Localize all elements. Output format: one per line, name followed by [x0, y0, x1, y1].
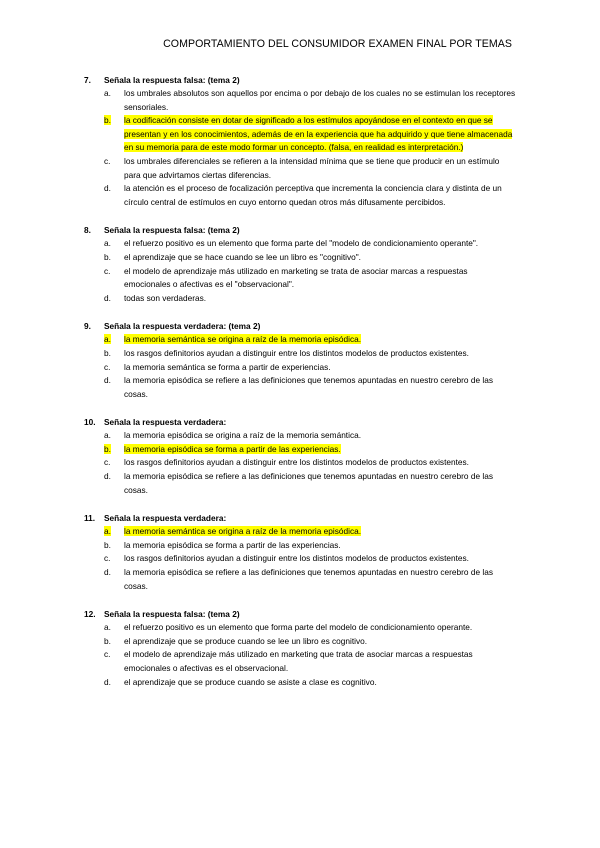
option-letter-text: c. [104, 265, 111, 276]
answer-option [84, 374, 516, 401]
option-letter-text: a. [104, 334, 111, 345]
option-letter [84, 621, 124, 635]
option-text-content: el aprendizaje que se produce cuando se asiste a clase es cognitivo. [124, 676, 377, 687]
option-letter [84, 648, 124, 675]
option-text [124, 114, 516, 155]
option-text [124, 155, 516, 182]
answer-option [84, 456, 516, 470]
answer-option-highlighted [84, 333, 516, 347]
option-letter [84, 155, 124, 182]
option-letter [84, 265, 124, 292]
option-letter-text: d. [104, 676, 111, 687]
answer-option [84, 648, 516, 675]
option-letter-text: a. [104, 622, 111, 633]
option-text-content: el modelo de aprendizaje más utilizado en marketing se trata de asociar marcas a respuestas emocionales o afectivas es el "observacional". [124, 265, 468, 290]
option-letter [84, 114, 124, 155]
option-letter-text: d. [104, 183, 111, 194]
answer-option [84, 251, 516, 265]
option-text-content: la memoria episódica se refiere a las definiciones que tenemos apuntadas en nuestro cerebro de las cosas. [124, 567, 493, 591]
question-4 [84, 415, 516, 497]
option-text-content: la memoria episódica se refiere a las definiciones que tenemos apuntadas en nuestro cerebro de las cosas. [124, 471, 493, 495]
question-title [84, 607, 516, 621]
option-text-content: todas son verdaderas. [124, 292, 207, 303]
question-1 [84, 73, 516, 209]
option-letter [84, 251, 124, 265]
question-prompt: Señala la respuesta verdadera: [104, 417, 227, 428]
answer-option [84, 237, 516, 251]
answer-option-highlighted [84, 525, 516, 539]
option-letter-text: b. [104, 347, 111, 358]
option-letter [84, 456, 124, 470]
page-header: COMPORTAMIENTO DEL CONSUMIDOR EXAMEN FINAL POR TEMAS [163, 38, 512, 50]
answer-option [84, 635, 516, 649]
answer-option [84, 566, 516, 593]
answer-option [84, 182, 516, 209]
question-prompt: Señala la respuesta falsa: (tema 2) [104, 225, 240, 236]
option-letter [84, 552, 124, 566]
option-letter [84, 470, 124, 497]
question-prompt: Señala la respuesta verdadera: (tema 2) [104, 321, 261, 332]
option-letter [84, 292, 124, 306]
option-text [124, 292, 516, 306]
option-text-content: el aprendizaje que se hace cuando se lee un libro es "cognitivo". [124, 251, 361, 262]
answer-option [84, 87, 516, 114]
question-number: 7. [84, 75, 91, 85]
question-title [84, 415, 516, 429]
question-list [84, 73, 516, 703]
question-6 [84, 607, 516, 689]
option-text [124, 525, 516, 539]
option-letter [84, 374, 124, 401]
answer-option [84, 676, 516, 690]
option-letter-text: d. [104, 375, 111, 386]
option-text-content: los rasgos definitorios ayudan a distinguir entre los distintos modelos de productos existentes. [124, 347, 469, 358]
option-text [124, 676, 516, 690]
option-letter [84, 361, 124, 375]
option-text [124, 251, 516, 265]
option-text-content: la memoria episódica se refiere a las definiciones que tenemos apuntadas en nuestro cerebro de las cosas. [124, 375, 493, 399]
question-number: 10. [84, 417, 96, 428]
question-number: 12. [84, 609, 96, 620]
question-number: 8. [84, 225, 91, 236]
option-text-content: la memoria semántica se forma a partir de experiencias. [124, 361, 331, 372]
option-text-content: los umbrales absolutos son aquellos por encima o por debajo de los cuales no se estimulan los receptores sensoriales. [124, 88, 516, 112]
question-prompt: Señala la respuesta verdadera: [104, 513, 227, 524]
answer-option [84, 347, 516, 361]
question-title [84, 319, 516, 333]
option-letter [84, 525, 124, 539]
option-letter [84, 566, 124, 593]
option-text [124, 621, 516, 635]
option-text [124, 237, 516, 251]
answer-option [84, 429, 516, 443]
option-text-content: la atención es el proceso de focalización perceptiva que incrementa la conciencia clara y distinta de un círculo central de estímulos en cuyo entorno quedan otros más difusamente percibidos. [124, 183, 502, 207]
question-prompt: Señala la respuesta falsa: (tema 2) [104, 609, 240, 620]
answer-option [84, 292, 516, 306]
option-letter-text: a. [104, 526, 111, 537]
option-letter-text: b. [104, 539, 111, 550]
answer-option-highlighted [84, 443, 516, 457]
option-text-content: los rasgos definitorios ayudan a distinguir entre los distintos modelos de productos existentes. [124, 553, 469, 564]
option-letter [84, 182, 124, 209]
answer-option [84, 265, 516, 292]
option-text-content: el aprendizaje que se produce cuando se lee un libro es cognitivo. [124, 635, 368, 646]
option-text [124, 429, 516, 443]
option-text [124, 456, 516, 470]
option-text [124, 182, 516, 209]
question-number: 9. [84, 321, 91, 332]
option-letter [84, 676, 124, 690]
option-text-content: el modelo de aprendizaje más utilizado en marketing que trata de asociar marcas a respuestas emocionales o afectivas es el observacional. [124, 649, 473, 673]
option-text [124, 566, 516, 593]
option-letter-text: c. [104, 553, 111, 564]
question-number: 11. [84, 513, 96, 524]
option-letter-text: c. [104, 361, 111, 372]
option-text [124, 333, 516, 347]
answer-option [84, 539, 516, 553]
answer-option [84, 621, 516, 635]
option-text [124, 635, 516, 649]
option-letter-text: b. [104, 443, 111, 454]
option-text-content: la codificación consiste en dotar de significado a los estímulos apoyándose en el contexto en que se presentan y en los conocimientos, además de en la experiencia que ha adquirido y que tiene almacenada en su memoria para de este modo formar un concepto. (falsa, en realidad es interpretación.) [124, 115, 513, 153]
option-letter-text: a. [104, 430, 111, 441]
question-3 [84, 319, 516, 401]
option-letter-text: a. [104, 88, 111, 98]
question-title [84, 223, 516, 237]
option-letter [84, 347, 124, 361]
option-letter [84, 237, 124, 251]
option-letter [84, 87, 124, 114]
option-text [124, 443, 516, 457]
option-text-content: los rasgos definitorios ayudan a distinguir entre los distintos modelos de productos existentes. [124, 457, 469, 468]
option-letter [84, 635, 124, 649]
option-letter-text: d. [104, 567, 111, 578]
option-text [124, 265, 516, 292]
question-prompt: Señala la respuesta falsa: (tema 2) [104, 75, 240, 85]
option-text [124, 470, 516, 497]
option-letter-text: c. [104, 649, 111, 660]
option-text [124, 552, 516, 566]
option-letter-text: b. [104, 635, 111, 646]
answer-option-highlighted [84, 114, 516, 155]
option-letter [84, 539, 124, 553]
option-letter-text: b. [104, 115, 111, 126]
answer-option [84, 361, 516, 375]
answer-option [84, 155, 516, 182]
option-text [124, 648, 516, 675]
option-text-content: la memoria episódica se forma a partir de las experiencias. [124, 539, 341, 550]
option-text [124, 361, 516, 375]
option-letter [84, 443, 124, 457]
option-text-content: la memoria episódica se forma a partir de las experiencias. [124, 443, 341, 454]
question-5 [84, 511, 516, 593]
answer-option [84, 552, 516, 566]
option-text-content: el refuerzo positivo es un elemento que forma parte del "modelo de condicionamiento operante". [124, 238, 479, 249]
option-text-content: la memoria semántica se origina a raíz de la memoria episódica. [124, 526, 362, 537]
option-letter-text: a. [104, 238, 111, 249]
option-text [124, 87, 516, 114]
option-letter-text: d. [104, 292, 111, 303]
option-text-content: el refuerzo positivo es un elemento que forma parte del modelo de condicionamiento operante. [124, 622, 473, 633]
option-text-content: la memoria semántica se origina a raíz de la memoria episódica. [124, 334, 362, 345]
option-letter [84, 429, 124, 443]
option-text-content: los umbrales diferenciales se refieren a la intensidad mínima que se tiene que producir en un estímulo para que advirtamos ciertas diferencias. [124, 155, 500, 180]
answer-option [84, 470, 516, 497]
question-2 [84, 223, 516, 305]
question-title [84, 73, 516, 87]
option-letter-text: b. [104, 251, 111, 262]
option-letter-text: c. [104, 457, 111, 468]
question-title [84, 511, 516, 525]
option-letter [84, 333, 124, 347]
option-text-content: la memoria episódica se origina a raíz de la memoria semántica. [124, 430, 362, 441]
option-text [124, 347, 516, 361]
option-letter-text: c. [104, 155, 111, 166]
option-letter-text: d. [104, 471, 111, 482]
option-text [124, 539, 516, 553]
option-text [124, 374, 516, 401]
